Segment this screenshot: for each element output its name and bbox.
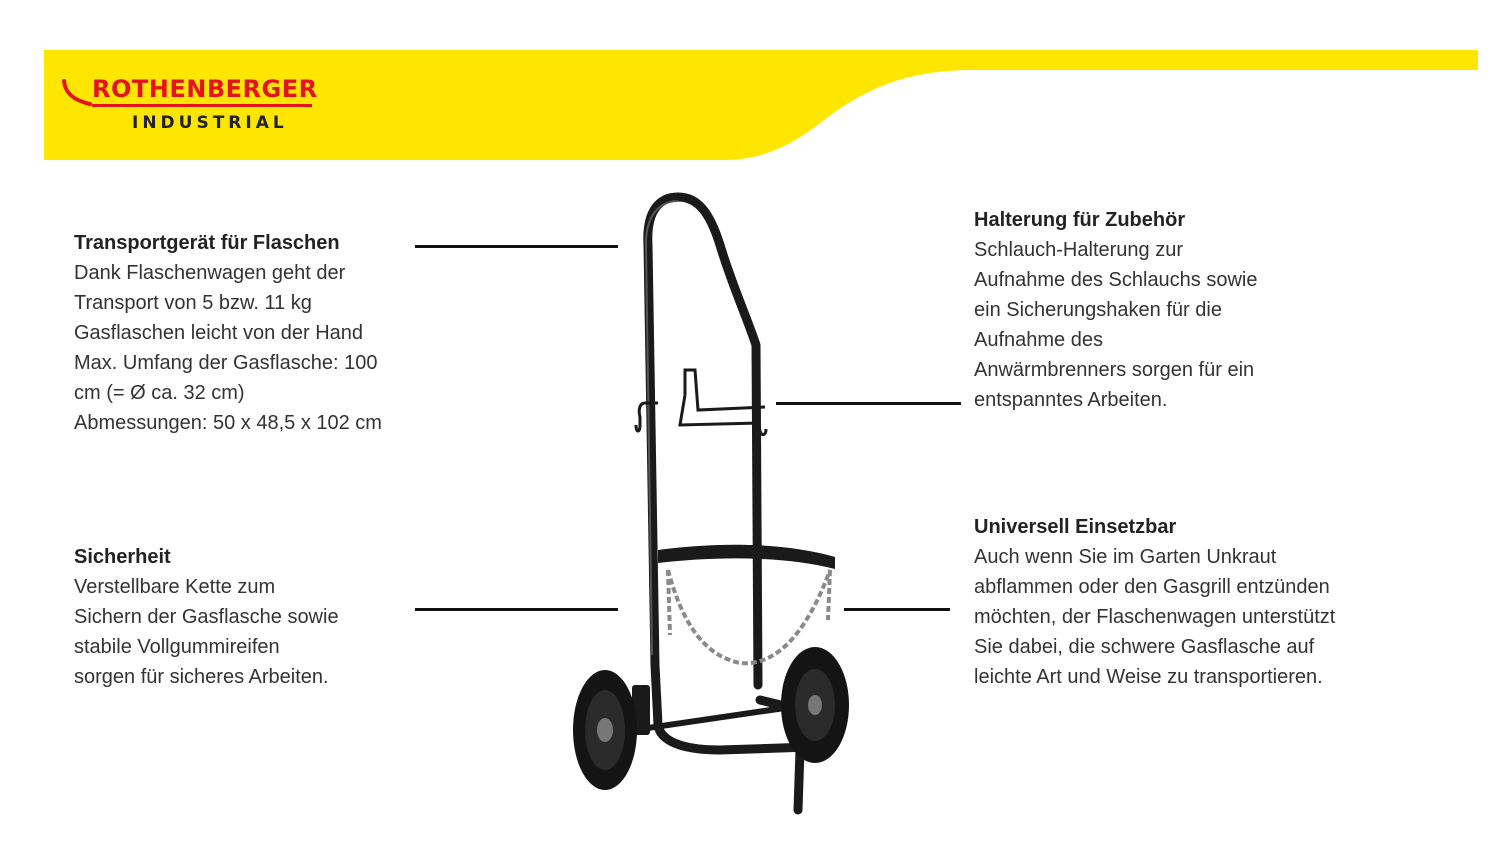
- feature-universal: [974, 512, 1335, 692]
- feature-transport-line: Transport von 5 bzw. 11 kg: [74, 292, 312, 314]
- feature-safety-line: Sichern der Gasflasche sowie: [74, 606, 339, 628]
- feature-holder-line: Aufnahme des Schlauchs sowie: [974, 269, 1258, 291]
- feature-transport-line: Abmessungen: 50 x 48,5 x 102 cm: [74, 412, 382, 434]
- feature-safety-line: sorgen für sicheres Arbeiten.: [74, 666, 329, 688]
- feature-holder-line: Aufnahme des: [974, 329, 1103, 351]
- feature-transport: [74, 228, 382, 438]
- feature-transport-line: cm (= Ø ca. 32 cm): [74, 382, 245, 404]
- feature-universal-line: abflammen oder den Gasgrill entzünden: [974, 576, 1330, 598]
- feature-holder: [974, 205, 1258, 415]
- brand-name: ROTHENBERGER: [92, 75, 318, 103]
- feature-universal-line: Auch wenn Sie im Garten Unkraut: [974, 546, 1277, 568]
- feature-holder-line: Schlauch-Halterung zur: [974, 239, 1183, 261]
- feature-safety-line: stabile Vollgummireifen: [74, 636, 280, 658]
- brand-subtitle: INDUSTRIAL: [132, 113, 288, 133]
- feature-holder-line: ein Sicherungshaken für die: [974, 299, 1222, 321]
- gas-cylinder-trolley-icon: [560, 185, 860, 825]
- feature-universal-line: leichte Art und Weise zu transportieren.: [974, 666, 1323, 688]
- feature-safety-title: Sicherheit: [74, 546, 171, 568]
- brand-underline: [92, 104, 312, 107]
- feature-transport-title: Transportgerät für Flaschen: [74, 232, 340, 254]
- feature-holder-line: entspanntes Arbeiten.: [974, 389, 1168, 411]
- feature-universal-title: Universell Einsetzbar: [974, 516, 1177, 538]
- gas-cylinder-trolley-image: [560, 185, 860, 830]
- feature-universal-line: möchten, der Flaschenwagen unterstützt: [974, 606, 1336, 628]
- logo-swoosh-icon: [62, 78, 94, 108]
- feature-holder-line: Anwärmbrenners sorgen für ein: [974, 359, 1255, 381]
- feature-universal-line: Sie dabei, die schwere Gasflasche auf: [974, 636, 1315, 658]
- feature-transport-line: Max. Umfang der Gasflasche: 100: [74, 352, 378, 374]
- feature-transport-line: Gasflaschen leicht von der Hand: [74, 322, 364, 344]
- feature-holder-title: Halterung für Zubehör: [974, 209, 1186, 231]
- brand-logo: [62, 74, 322, 138]
- feature-safety-line: Verstellbare Kette zum: [74, 576, 276, 598]
- feature-transport-line: Dank Flaschenwagen geht der: [74, 262, 346, 284]
- feature-safety: [74, 542, 339, 692]
